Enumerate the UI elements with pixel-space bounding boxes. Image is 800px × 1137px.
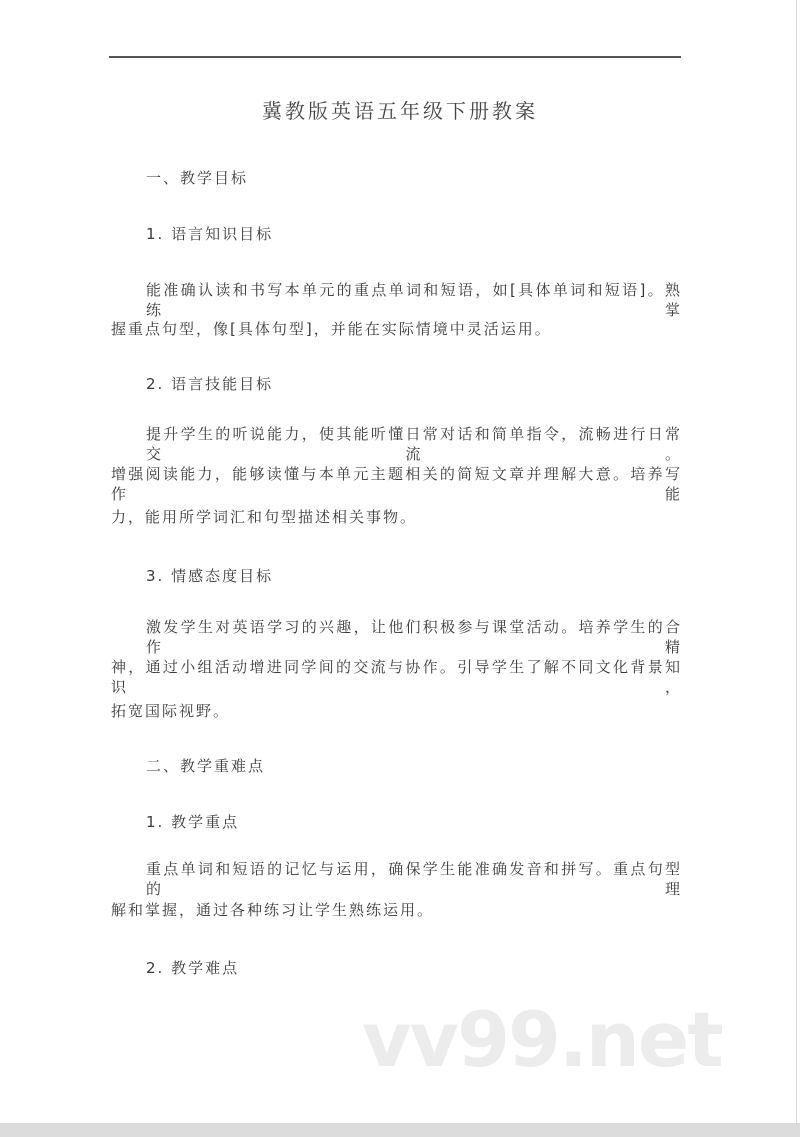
paragraph-line: 能准确认读和书写本单元的重点单词和短语，如[具体单词和短语]。熟练掌: [146, 281, 682, 319]
paragraph-line: 神，通过小组活动增进同学间的交流与协作。引导学生了解不同文化背景知识，: [111, 658, 682, 696]
paragraph-line: 力，能用所学词汇和句型描述相关事物。: [111, 508, 418, 526]
subsection-heading: 1. 语言知识目标: [146, 225, 274, 243]
paragraph-line: 增强阅读能力，能够读懂与本单元主题相关的简短文章并理解大意。培养写作能: [111, 465, 682, 503]
paragraph-line: 重点单词和短语的记忆与运用，确保学生能准确发音和拼写。重点句型的理: [146, 860, 682, 898]
paragraph-line: 拓宽国际视野。: [111, 702, 231, 720]
paragraph-line: 激发学生对英语学习的兴趣，让他们积极参与课堂活动。培养学生的合作精: [146, 618, 682, 656]
header-rule: [109, 56, 681, 58]
section-heading: 二、教学重难点: [146, 757, 266, 775]
subsection-heading: 2. 语言技能目标: [146, 375, 274, 393]
subsection-heading: 1. 教学重点: [146, 813, 240, 831]
watermark: vv99.net: [362, 995, 722, 1084]
document-title: 冀教版英语五年级下册教案: [262, 99, 538, 123]
subsection-heading: 2. 教学难点: [146, 959, 240, 977]
page-bottom-strip: [0, 1123, 800, 1137]
section-heading: 一、教学目标: [146, 169, 249, 187]
subsection-heading: 3. 情感态度目标: [146, 567, 274, 585]
paragraph-line: 握重点句型，像[具体句型]，并能在实际情境中灵活运用。: [111, 320, 552, 338]
paragraph-line: 提升学生的听说能力，使其能听懂日常对话和简单指令，流畅进行日常交流。: [146, 425, 682, 463]
paragraph-line: 解和掌握，通过各种练习让学生熟练运用。: [111, 901, 435, 919]
page-edge: [796, 0, 797, 1123]
